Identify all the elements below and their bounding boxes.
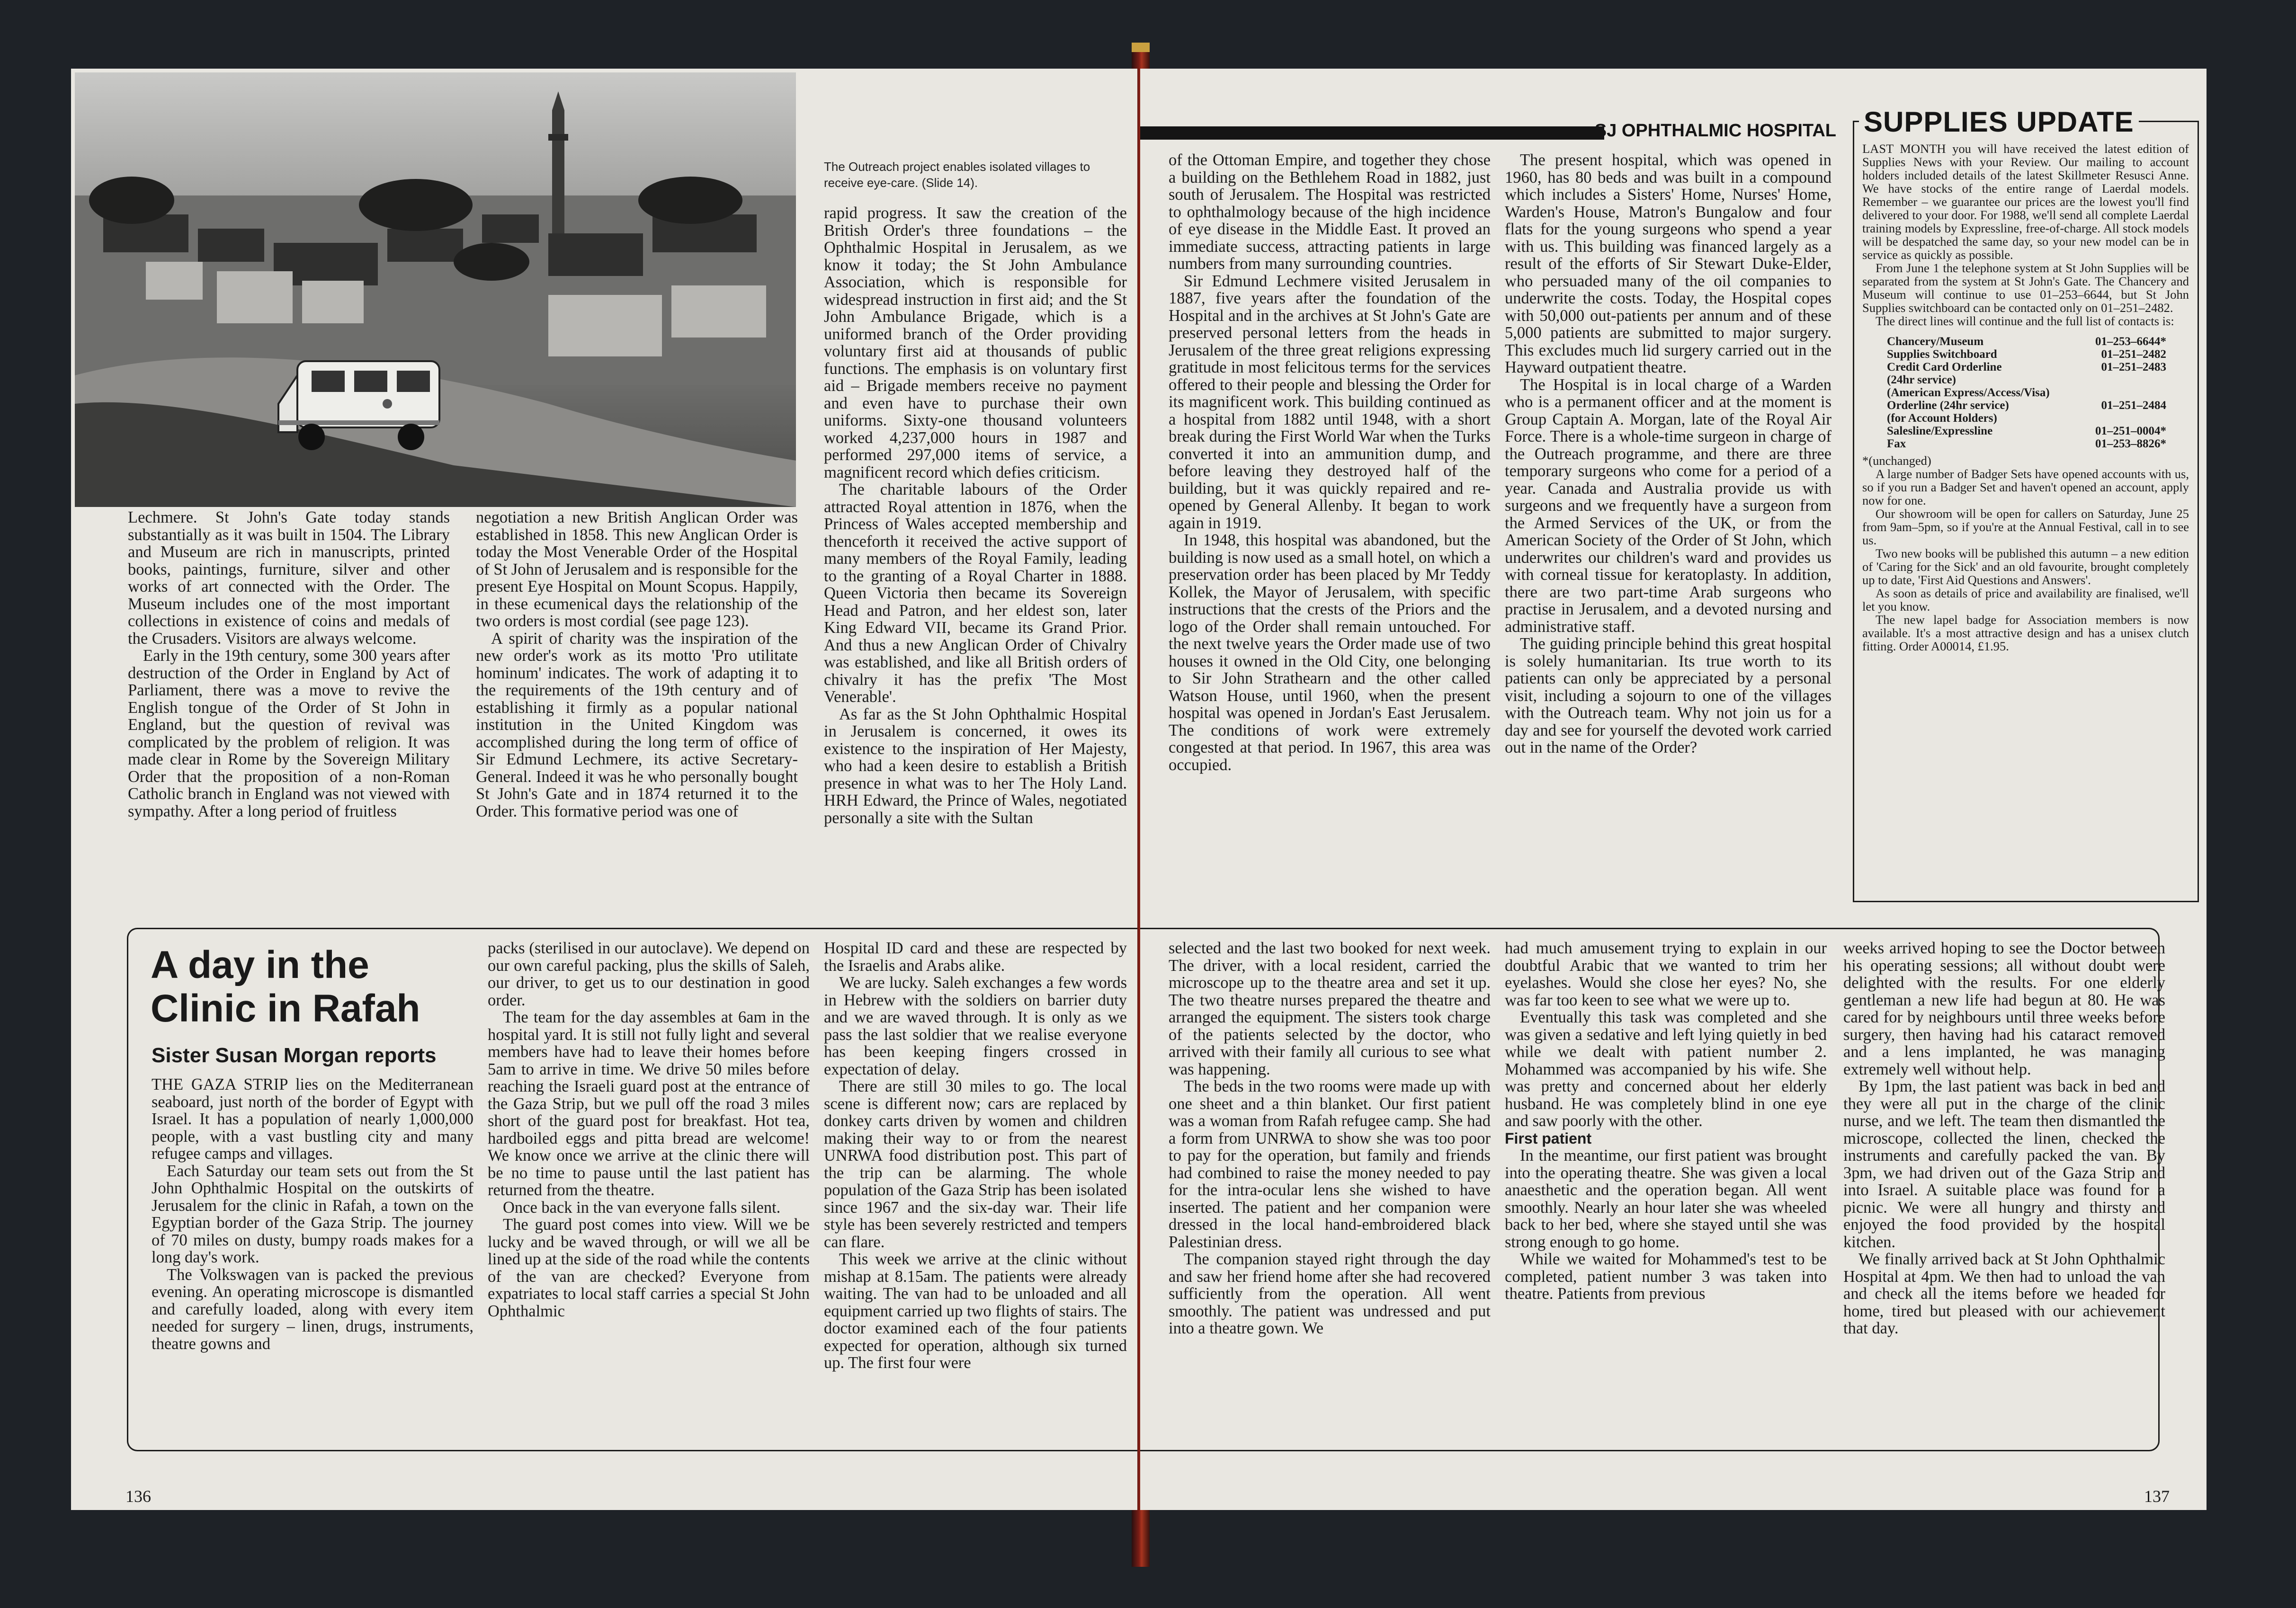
article-column-2 — [488, 940, 810, 1320]
photo-caption: The Outreach project enables isolated villages to receive eye-care. (Slide 14). — [824, 160, 1090, 190]
paragraph: packs (sterilised in our autoclave). We depend on our own careful packing, plus the skills of Saleh, our driver, to get us to our destination in good order. — [488, 939, 810, 1009]
paragraph: As soon as details of price and availability are finalised, we'll let you know. — [1862, 586, 2189, 613]
paragraph: The Volkswagen van is packed the previous evening. An operating microscope is dismantled and carefully loaded, along with every item needed for surgery – linen, drugs, instruments, theatre gowns and — [152, 1265, 473, 1353]
paragraph: of the Ottoman Empire, and together they chose a building on the Bethlehem Road in 1882, just south of Jerusalem. The Hospital was restricted to ophthalmology because of the high incidence of eye disease in the Middle East. It proved an immediate success, attracting patients in large numbers from many surrounding countries. — [1169, 151, 1491, 273]
column-1 — [128, 509, 450, 820]
article-subhead: First patient — [1505, 1129, 1592, 1147]
page-number: 136 — [125, 1487, 151, 1506]
section-slug — [1140, 121, 1841, 139]
contact-name: (for Account Holders) — [1887, 412, 1997, 425]
paragraph: The guiding principle behind this great hospital is solely humanitarian. Its true worth to its patients can only be appreciated by a personal visit, including a sojourn to one of the villages with the Outreach team. Why not join us for a day and see for yourself the devoted work carried out in the name of the Order? — [1505, 635, 1831, 756]
village-photo — [75, 72, 796, 507]
paragraph: In 1948, this hospital was abandoned, but the building is now used as a small hotel, on which a preservation order has been placed by Mr Teddy Kollek, the Mayor of Jerusalem, with specific instructions that the crests of the Priors and the logo of the Order shall remain untouched. For the next twelve years the Order made use of two houses it owned in the Old City, one belonging to Sir John Strathearn and the other called Watson House, until 1960, when the present hospital was opened in Jordan's East Jerusalem. The conditions of work were extremely congested at that period. In 1967, this area was occupied. — [1169, 531, 1491, 774]
article-byline: Sister Susan Morgan reports — [152, 1044, 437, 1067]
contact-row — [1887, 348, 2166, 361]
column-2 — [476, 509, 798, 820]
page-number: 137 — [2144, 1487, 2170, 1506]
paragraph: As far as the St John Ophthalmic Hospital in Jerusalem is concerned, it owes its existence to the inspiration of Her Majesty, who had a keen desire to establish a British presence in what was to her The Holy Land. HRH Edward, the Prince of Wales, negotiated personally a site with the Sultan — [824, 705, 1127, 827]
paragraph: The present hospital, which was opened in 1960, has 80 beds and was built in a compound which includes a Sisters' Home, Nurses' Home, Warden's House, Matron's Bungalow and four flats for the young surgeons who spend a year with us. This building was financed largely as a result of the efforts of Sir Stewart Duke-Elder, who persuaded many of the oil companies to underwrite the costs. Today, the Hospital copes with 50,000 out-patients per annum and of these 5,000 patients are submitted to major surgery. This excludes much lid surgery carried out in the Hayward outpatient theatre. — [1505, 151, 1831, 376]
contact-row — [1887, 373, 2166, 386]
contact-name: (American Express/Access/Visa) — [1887, 386, 2050, 399]
paragraph: The Hospital is in local charge of a Warden who is a permanent officer and at the moment is Group Captain A. Morgan, late of the Royal Air Force. There is a whole-time surgeon in charge of the Outreach programme, and there are three temporary surgeons who come for a period of a year. Canada and Australia provide us with surgeons and we frequently have a surgeon from the Armed Services of the UK, or from the American Society of the Order of St John, which underwrites our children's ward and provides us with corneal tissue for keratoplasty. In addition, there are two part-time Arab surgeons who practise in Jerusalem, and a devoted nursing and administrative staff. — [1505, 375, 1831, 636]
slug-bar — [1140, 126, 1604, 140]
article-column-6 — [1843, 940, 2165, 1337]
contact-row — [1887, 386, 2166, 399]
supplies-update-title: SUPPLIES UPDATE — [1859, 108, 2139, 136]
paragraph: A large number of Badger Sets have opened accounts with us, so if you run a Badger Set and haven't opened an account, apply now for one. — [1862, 467, 2189, 507]
paragraph: negotiation a new British Anglican Order was established in 1858. This new Anglican Order is today the Most Venerable Order of the Hospital of St John of Jerusalem and is responsible for the present Eye Hospital on Mount Scopus. Happily, in these ecumenical days the relationship of the two orders is most cordial (see page 123). — [476, 508, 798, 630]
paragraph: selected and the last two booked for next week. The driver, with a local resident, carried the microscope up to the theatre area and set it up. The two theatre nurses prepared the theatre and arranged the equipment. The sisters took charge of the patients selected by the doctor, who arrived with their family all curious to see what was happening. — [1169, 939, 1491, 1078]
contact-name: (24hr service) — [1887, 373, 1957, 386]
contact-row — [1887, 425, 2166, 437]
contact-name: Orderline (24hr service) — [1887, 399, 2009, 412]
slug-title: SJ OPHTHALMIC HOSPITAL — [1594, 121, 1836, 141]
contacts-note: *(unchanged) — [1862, 453, 1931, 468]
contact-row — [1887, 361, 2166, 373]
paragraph: had much amusement trying to explain in our doubtful Arabic that we wanted to trim her eyelashes. Would she close her eyes? No, she was far too keen to see what we were up to. — [1505, 939, 1827, 1009]
contact-number: 01–251–2483 — [2101, 361, 2166, 373]
article-column-3 — [824, 940, 1127, 1372]
paragraph: We finally arrived back at St John Ophthalmic Hospital at 4pm. We then had to unload the van and check all the items before we headed for home, tired but pleased with our achievement that day. — [1843, 1250, 2165, 1337]
article-column-1 — [152, 1076, 473, 1352]
contact-row — [1887, 412, 2166, 425]
paragraph: This week we arrive at the clinic without mishap at 8.15am. The patients were already waiting. The van had to be unloaded and all equipment carried up two flights of stairs. The doctor examined each of the four patients expected for operation, although six turned up. The first four were — [824, 1250, 1127, 1372]
paragraph: Lechmere. St John's Gate today stands substantially as it was built in 1504. The Library and Museum are rich in manuscripts, printed books, paintings, furniture, silver and other works of art connected with the Order. The Museum includes one of the most important collections in existence of coins and medals of the Crusaders. Visitors are always welcome. — [128, 508, 450, 648]
contact-name: Fax — [1887, 437, 1906, 450]
paragraph: LAST MONTH you will have received the latest edition of Supplies News with your Review. Our mailing to account holders included details of the latest Skillmeter Resusci Anne. We have stocks of the entire range of Laerdal models. Remember – we guarantee our prices are the lowest you'll find delivered to your door. For 1988, we'll send all complete Laerdal training models by Expressline, free-of-charge. All stock models will be despatched the same day, so your new model can be in service as quickly as possible. — [1862, 142, 2189, 262]
contacts-list — [1887, 335, 2189, 450]
paragraph: Early in the 19th century, some 300 years after destruction of the Order in England by Act of Parliament, there was a move to revive the English tongue of the Order of St John in England, but the question of revival was complicated by the problem of religion. It was made clear in Rome by the Sovereign Military Order that the proposition of a non-Roman Catholic branch in England was not viewed with sympathy. After a long period of fruitless — [128, 647, 450, 820]
paragraph: There are still 30 miles to go. The local scene is different now; cars are replaced by donkey carts driven by women and children making their way to or from the nearest UNRWA food distribution post. This part of the trip can be alarming. The whole population of the Gaza Strip has been isolated since 1967 and the six-day war. Their life style has been severely restricted and tempers can flare. — [824, 1077, 1127, 1251]
contact-number: 01–251–2482 — [2101, 348, 2166, 361]
paragraph: Our showroom will be open for callers on Saturday, June 25 from 9am–5pm, so if you're at the Annual Festival, call in to see us. — [1862, 506, 2189, 547]
paragraph: By 1pm, the last patient was back in bed and they were all put in the charge of the clinic nurse, and we left. The team then dismantled the microscope, collected the linen, checked the instruments and carefully packed the van. By 3pm, we had driven out of the Gaza Strip and into Israel. A suitable place was found for a picnic. We were all hungry and thirsty and enjoyed the food provided by the hospital kitchen. — [1843, 1077, 2165, 1251]
paragraph: The beds in the two rooms were made up with one sheet and a thin blanket. Our first patient was a woman from Rafah refugee camp. She had a form from UNRWA to show she was too poor to pay for the operation, but family and friends had combined to raise the money needed to pay for the intra-ocular lens she wished to have inserted. The patient and her companion were dressed in the local hand-embroidered black Palestinian dress. — [1169, 1077, 1491, 1251]
column-2 — [1505, 151, 1831, 756]
article-headline: A day in the Clinic in Rafah — [151, 943, 420, 1030]
contact-name: Chancery/Museum — [1887, 335, 1984, 348]
left-page — [71, 69, 1137, 1510]
paragraph: Two new books will be published this autumn – a new edition of 'Caring for the Sick' and an old favourite, brought completely up to date, 'First Aid Questions and Answers'. — [1862, 546, 2189, 587]
paragraph: A spirit of charity was the inspiration of the new order's work as its motto 'Pro utilitate hominum' indicates. The work of adapting it to the requirements of the 19th century and of establishing it firmly as a popular national institution in the United Kingdom was accomplished during the long term of office of Sir Edmund Lechmere, its active Secretary-General. Indeed it was he who personally bought St John's Gate and in 1874 returned it to the Order. This formative period was one of — [476, 629, 798, 820]
contact-name: Salesline/Expressline — [1887, 425, 1993, 437]
column-1 — [1169, 151, 1491, 773]
paragraph: weeks arrived hoping to see the Doctor between his operating sessions; all without doubt were delighted with the results. For one elderly gentleman a new life had begun at 80. He was cared for by neighbours until three weeks before surgery, then having had his cataract removed and a lens implanted, he was managing extremely well without help. — [1843, 939, 2165, 1078]
paragraph: We are lucky. Saleh exchanges a few words in Hebrew with the soldiers on barrier duty and we are waved through. It is only as we pass the last soldier that we realise everyone has been keeping fingers crossed in expectation of delay. — [824, 974, 1127, 1078]
contact-name: Supplies Switchboard — [1887, 348, 1997, 361]
paragraph: The guard post comes into view. Will we be lucky and be waved through, or will we all be lined up at the side of the road while the contents of the van are checked? Everyone from expatriates to local staff carries a special St John Ophthalmic — [488, 1216, 810, 1320]
paragraph: The new lapel badge for Association members is now available. It's a most attractive design and has a unisex clutch fitting. Order A00014, £1.95. — [1862, 613, 2189, 653]
paragraph: The team for the day assembles at 6am in the hospital yard. It is still not fully light and several members have had to leave their homes before 5am to arrive in time. We drive 50 miles before reaching the Israeli guard post at the entrance of the Gaza Strip, but we pull off the road 3 miles short of the guard post for breakfast. Hot tea, hardboiled eggs and pitta bread are welcome! We know once we arrive at the clinic there will be no time to pause until the last patient has returned from the theatre. — [488, 1008, 810, 1199]
paragraph: From June 1 the telephone system at St John Supplies will be separated from the system at St John's Gate. The Chancery and Museum will continue to use 01–253–6644, but St John Supplies switchboard can be contacted only on 01–251–2482. — [1862, 261, 2189, 315]
contact-row — [1887, 335, 2166, 348]
paragraph: THE GAZA STRIP lies on the Mediterranean seaboard, just north of the border of Egypt with Israel. It has a population of nearly 1,000,000 people, with a vast bustling city and many refugee camps and villages. — [152, 1075, 473, 1163]
contact-row — [1887, 399, 2166, 412]
contact-number: 01–251–0004* — [2095, 425, 2166, 437]
paragraph: rapid progress. It saw the creation of the British Order's three foundations – the Ophthalmic Hospital in Jerusalem, as we know it today; the St John Ambulance Association, which is responsible for widespread instruction in first aid; and the St John Ambulance Brigade, which is a uniformed branch of the Order providing voluntary first aid at thousands of public functions. The emphasis is on voluntary first aid – Brigade members receive no payment and even have to purchase their own uniforms. Sixty-one thousand volunteers worked 4,237,000 hours in 1987 and performed 297,000 items of service, a magnificent record which defies criticism. — [824, 204, 1127, 481]
article-column-5 — [1505, 940, 1827, 1303]
paragraph: Sir Edmund Lechmere visited Jerusalem in 1887, five years after the foundation of the Hospital and in the archives at St John's Gate are preserved personal letters from the heads in Jerusalem of the three great religions expressing gratitude in most felicitous terms for the services offered to their people and blessing the Order for its magnificent work. This building continued as a hospital from 1882 until 1948, with a short break during the First World War when the Turks converted it into an ammunition dump, and before leaving they destroyed half of the building, but it was quickly repaired and re-opened by General Allenby. It began to work again in 1919. — [1169, 272, 1491, 532]
paragraph: The direct lines will continue and the full list of contacts is: — [1876, 314, 2174, 328]
paragraph: In the meantime, our first patient was brought into the operating theatre. She was given a local anaesthetic and the operation began. All went smoothly. Nearly an hour later she was wheeled back to her bed, where she stayed until she was strong enough to go home. — [1505, 1146, 1827, 1251]
supplies-update-body — [1862, 142, 2189, 653]
paragraph: The companion stayed right through the day and saw her friend home after she had recovered sufficiently from the operation. All went smoothly. The patient was undressed and put into a theatre gown. We — [1169, 1250, 1491, 1337]
paragraph: While we waited for Mohammed's test to be completed, patient number 3 was taken into theatre. Patients from previous — [1505, 1250, 1827, 1303]
contact-number: 01–253–6644* — [2095, 335, 2166, 348]
contact-row — [1887, 437, 2166, 450]
right-page — [1140, 69, 2207, 1510]
contact-number: 01–251–2484 — [2101, 399, 2166, 412]
contact-number: 01–253–8826* — [2095, 437, 2166, 450]
paragraph: Once back in the van everyone falls silent. — [503, 1198, 781, 1217]
paragraph: Hospital ID card and these are respected by the Israelis and Arabs alike. — [824, 939, 1127, 975]
paragraph: The charitable labours of the Order attracted Royal attention in 1876, when the Princess of Wales accepted membership and thenceforth it received the active support of many members of the Royal Family, leading to the granting of a Royal Charter in 1888. Queen Victoria then became its Sovereign Head and Patron, and her eldest son, later King Edward VII, became its Grand Prior. And thus a new Anglican Order of Chivalry was established, and like all British orders of chivalry it has the prefix 'The Most Venerable'. — [824, 480, 1127, 706]
paragraph: Each Saturday our team sets out from the St John Ophthalmic Hospital on the outskirts of Jerusalem for the clinic in Rafah, a town on the Egyptian border of the Gaza Strip. The journey of 70 miles on dusty, bumpy roads makes for a long day's work. — [152, 1162, 473, 1266]
contact-name: Credit Card Orderline — [1887, 361, 2002, 373]
article-column-4 — [1169, 940, 1491, 1337]
paragraph: Eventually this task was completed and she was given a sedative and left lying quietly in bed while we dealt with patient number 2. Mohammed was accompanied by his wife. She was pretty and concerned about her elderly husband. He was completely blind in one eye and saw poorly with the other. — [1505, 1008, 1827, 1130]
column-3 — [824, 204, 1127, 826]
